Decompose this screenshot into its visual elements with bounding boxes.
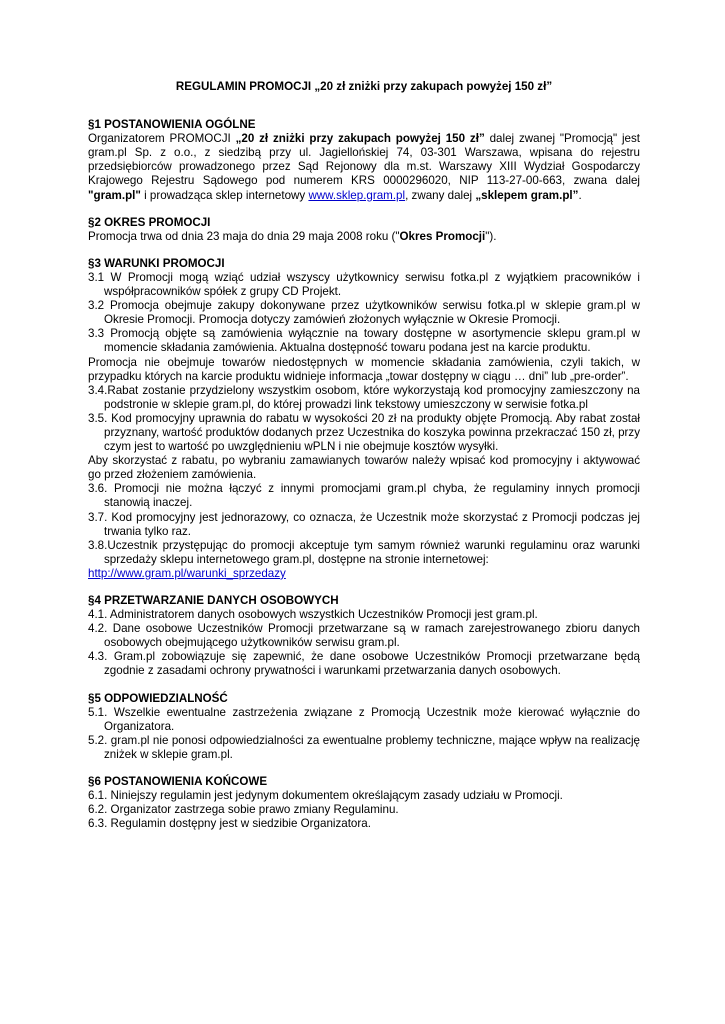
section-6-heading: §6 POSTANOWIENIA KOŃCOWE bbox=[88, 775, 268, 789]
clause-3-8-link-line bbox=[88, 567, 640, 581]
clause-3-3: 3.3 Promocją objęte są zamówienia wyłącznie na towary dostępne w asortymencie sklepu gram.pl w momencie składania zamówienia. Aktualna dostępność towaru podana jest na karcie produktu. bbox=[88, 327, 640, 355]
clause-4-2: 4.2. Dane osobowe Uczestników Promocji przetwarzane są w ramach zarejestrowanego zbioru danych osobowych obejmującego użytkowników serwisu gram.pl. bbox=[88, 622, 640, 650]
clause-3-3-continued: Promocja nie obejmuje towarów niedostępnych w momencie składania zamówienia, czyli takich, w przypadku których na karcie produktu widnieje informacja „towar dostępny w ciągu … dni” lub „pre-order”. bbox=[88, 355, 640, 383]
section-3 bbox=[88, 257, 640, 581]
document-title: REGULAMIN PROMOCJI „20 zł zniżki przy zakupach powyżej 150 zł” bbox=[175, 80, 553, 93]
section-1 bbox=[88, 118, 640, 203]
clause-3-4: 3.4.Rabat zostanie przydzielony wszystkim osobom, które wykorzystają kod promocyjny zamieszczony na podstronie w sklepie gram.pl, do której prowadzi link tekstowy umieszczony w serwisie fotka.pl bbox=[88, 383, 640, 411]
section-5-heading: §5 ODPOWIEDZIALNOŚĆ bbox=[88, 691, 228, 705]
section-1-text: Organizatorem PROMOCJI „20 zł zniżki przy zakupach powyżej 150 zł” dalej zwanej "Promocją" jest gram.pl Sp. z o.o., z siedzibą przy ul. Jagiellońskiej 74, 03-301 Warszawa, wpisana do rejestru przedsiębiorców prowadzonego przez Sąd Rejonowy dla m.st. Warszawy XIII Wydział Gospodarczy Krajowego Rejestru Sądowego pod numerem KRS 0000296020, NIP 113-27-00-663, zwana dalej "gram.pl" i prowadząca sklep internetowy www.sklep.gram.pl, zwany dalej „sklepem gram.pl”. bbox=[88, 132, 640, 202]
clause-6-1: 6.1. Niniejszy regulamin jest jedynym dokumentem określającym zasady udziału w Promocji. bbox=[88, 789, 563, 803]
clause-5-2: 5.2. gram.pl nie ponosi odpowiedzialności za ewentualne problemy techniczne, mające wpływ na realizację zniżek w sklepie gram.pl. bbox=[88, 733, 640, 761]
section-2-heading: §2 OKRES PROMOCJI bbox=[88, 215, 211, 229]
clause-3-1: 3.1 W Promocji mogą wziąć udział wszyscy użytkownicy serwisu fotka.pl z wyjątkiem pracowników i współpracowników spółek z grupy CD Projekt. bbox=[88, 270, 640, 299]
clause-3-6: 3.6. Promocji nie można łączyć z innymi promocjami gram.pl chyba, że regulaminy innych promocji stanowią inaczej. bbox=[88, 482, 640, 510]
section-4-heading: §4 PRZETWARZANIE DANYCH OSOBOWYCH bbox=[88, 594, 339, 607]
clause-3-5: 3.5. Kod promocyjny uprawnia do rabatu w wysokości 20 zł na produkty objęte Promocją. Aby rabat został przyznany, wartość produktów dodanych przez Uczestnika do koszyka powinna przekraczać 150 zł, przy czym jest to wartość po uwzględnieniu wPLN i nie obejmuje kosztów wysyłki. bbox=[88, 411, 640, 454]
section-6 bbox=[88, 775, 640, 831]
clause-6-3: 6.3. Regulamin dostępny jest w siedzibie Organizatora. bbox=[88, 817, 371, 831]
document-page bbox=[88, 80, 640, 844]
section-5 bbox=[88, 692, 640, 762]
clause-3-7: 3.7. Kod promocyjny jest jednorazowy, co oznacza, że Uczestnik może skorzystać z Promocji podczas jej trwania tylko raz. bbox=[88, 510, 640, 538]
section-1-heading: §1 POSTANOWIENIA OGÓLNE bbox=[88, 118, 256, 132]
section-2-text: Promocja trwa od dnia 23 maja do dnia 29 maja 2008 roku ("Okres Promocji"). bbox=[88, 229, 497, 243]
clause-4-3: 4.3. Gram.pl zobowiązuje się zapewnić, że dane osobowe Uczestników Promocji przetwarzane będą zgodnie z zasadami ochrony prywatności i warunkami przetwarzania danych osobowych. bbox=[88, 650, 640, 678]
clause-3-2: 3.2 Promocja obejmuje zakupy dokonywane przez użytkowników serwisu fotka.pl w sklepie gram.pl w Okresie Promocji. Promocja dotyczy zamówień złożonych wyłącznie w Okresie Promocji. bbox=[88, 299, 640, 327]
section-4 bbox=[88, 594, 640, 679]
clause-3-5-continued: Aby skorzystać z rabatu, po wybraniu zamawianych towarów należy wpisać kod promocyjny i aktywować go przed złożeniem zamówienia. bbox=[88, 454, 640, 482]
clause-6-2: 6.2. Organizator zastrzega sobie prawo zmiany Regulaminu. bbox=[88, 803, 399, 817]
clause-5-1: 5.1. Wszelkie ewentualne zastrzeżenia związane z Promocją Uczestnik może kierować wyłącznie do Organizatora. bbox=[88, 705, 640, 733]
clause-3-8: 3.8.Uczestnik przystępując do promocji akceptuje tym samym również warunki regulaminu oraz warunki sprzedaży sklepu internetowego gram.pl, dostępne na stronie internetowej: bbox=[88, 538, 640, 566]
shop-link[interactable]: www.sklep.gram.pl bbox=[308, 188, 406, 202]
terms-link[interactable]: http://www.gram.pl/warunki_sprzedazy bbox=[88, 566, 286, 580]
section-2 bbox=[88, 216, 640, 244]
clause-4-1: 4.1. Administratorem danych osobowych wszystkich Uczestników Promocji jest gram.pl. bbox=[88, 608, 538, 622]
section-3-heading: §3 WARUNKI PROMOCJI bbox=[88, 256, 225, 270]
